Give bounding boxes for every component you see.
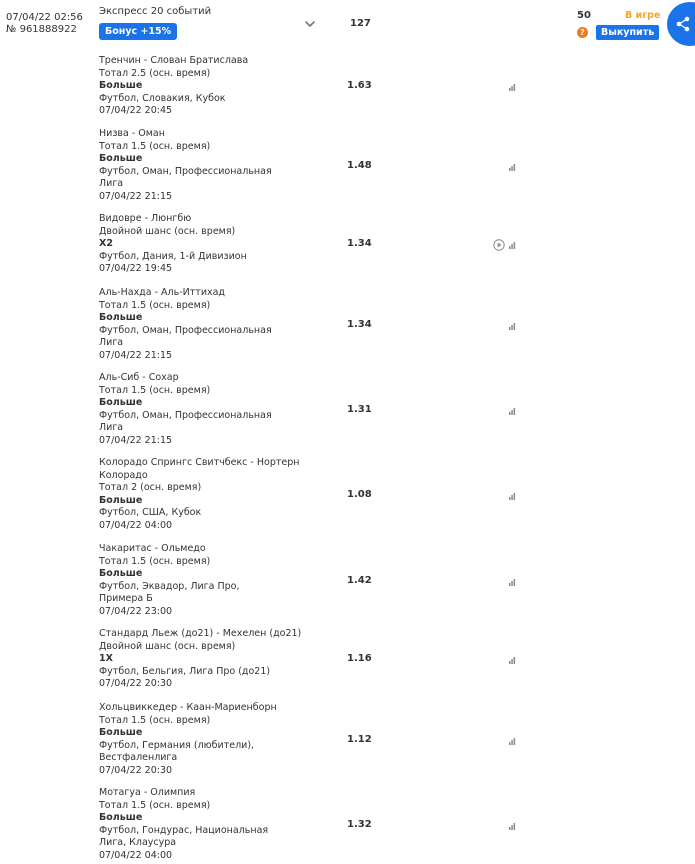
- event-match: Аль-Нахда - Аль-Иттихад: [99, 287, 226, 298]
- event-details: [99, 543, 240, 618]
- bar-chart-icon[interactable]: [509, 492, 517, 500]
- event-league: Лига: [99, 337, 124, 348]
- event-market: Тотал 2 (осн. время): [99, 482, 202, 493]
- event-league: Футбол, Оман, Профессиональная: [99, 165, 272, 177]
- event-match: Видовре - Люнгбю: [99, 213, 192, 224]
- event-league: Футбол, Эквадор, Лига Про,: [99, 580, 240, 592]
- event-league: Вестфаленлига: [99, 752, 178, 763]
- event-datetime: 07/04/22 20:30: [99, 764, 173, 776]
- event-selection: Больше: [99, 812, 143, 823]
- event-league: Футбол, Словакия, Кубок: [99, 92, 226, 104]
- event-market: Двойной шанс (осн. время): [99, 640, 236, 652]
- event-market: Тотал 1.5 (осн. время): [99, 555, 211, 567]
- bar-chart-icon[interactable]: [509, 322, 517, 330]
- event-league: Лига: [99, 422, 124, 433]
- stake-amount: 50: [577, 10, 591, 21]
- event-match: Мотагуа - Олимпия: [99, 787, 196, 798]
- bonus-badge: Бонус +15%: [99, 23, 177, 40]
- cashout-button[interactable]: Выкупить: [596, 25, 659, 40]
- event-details: [99, 55, 248, 118]
- event-market: Тотал 1.5 (осн. время): [99, 714, 211, 726]
- bar-chart-icon[interactable]: [509, 407, 517, 415]
- bar-chart-icon[interactable]: [509, 656, 517, 664]
- event-market: Тотал 1.5 (осн. время): [99, 299, 211, 311]
- event-datetime: 07/04/22 20:45: [99, 105, 173, 116]
- event-odds: 1.31: [347, 403, 372, 415]
- share-button[interactable]: [667, 2, 695, 46]
- event-odds: 1.63: [347, 80, 372, 92]
- bar-chart-icon[interactable]: [509, 163, 517, 171]
- event-details: [99, 628, 301, 691]
- event-market: Двойной шанс (осн. время): [99, 225, 236, 237]
- event-odds: 1.08: [347, 488, 372, 500]
- event-datetime: 07/04/22 04:00: [99, 519, 173, 531]
- event-selection: Больше: [99, 312, 143, 323]
- bar-chart-icon[interactable]: [509, 83, 517, 91]
- event-datetime: 07/04/22 21:15: [99, 434, 173, 446]
- event-match: Колорадо Спрингс Свитчбекс - Нортерн: [99, 457, 300, 468]
- event-details: [99, 128, 272, 203]
- bar-chart-icon[interactable]: [509, 241, 517, 249]
- event-market: Тотал 1.5 (осн. время): [99, 140, 211, 152]
- event-league: Футбол, Оман, Профессиональная: [99, 324, 272, 336]
- event-league: Футбол, Оман, Профессиональная: [99, 409, 272, 421]
- event-odds: 1.12: [347, 733, 372, 745]
- coupon-title: Экспресс 20 событий: [99, 6, 212, 17]
- event-selection: Больше: [99, 727, 143, 738]
- event-details: [99, 702, 277, 777]
- event-league: Футбол, Дания, 1-й Дивизион: [99, 250, 247, 262]
- event-league: Лига, Клаусура: [99, 837, 177, 848]
- event-odds: 1.34: [347, 238, 372, 250]
- event-datetime: 07/04/22 23:00: [99, 605, 173, 617]
- bar-chart-icon[interactable]: [509, 822, 517, 830]
- event-selection: Больше: [99, 568, 143, 579]
- share-icon: [675, 16, 691, 32]
- event-details: [99, 457, 299, 532]
- event-match: Аль-Сиб - Сохар: [99, 372, 179, 383]
- question-icon[interactable]: ?: [577, 27, 588, 38]
- event-odds: 1.16: [347, 653, 372, 665]
- event-match: Стандард Льеж (до21) - Мехелен (до21): [99, 628, 302, 639]
- event-details: [99, 287, 272, 362]
- chevron-down-icon[interactable]: [304, 18, 316, 30]
- event-market: Тотал 2.5 (осн. время): [99, 67, 211, 79]
- event-match: Хольцвиккедер - Каан-Мариенборн: [99, 702, 277, 713]
- status-badge: В игре: [625, 10, 661, 21]
- event-market: Тотал 1.5 (осн. время): [99, 384, 211, 396]
- event-league: Лига: [99, 178, 124, 189]
- event-datetime: 07/04/22 19:45: [99, 263, 173, 274]
- event-selection: X2: [99, 238, 113, 249]
- event-match: Чакаритас - Ольмедо: [99, 543, 206, 554]
- play-icon[interactable]: [493, 239, 505, 251]
- bar-chart-icon[interactable]: [509, 578, 517, 586]
- event-league: Примера Б: [99, 593, 153, 604]
- event-league: Футбол, США, Кубок: [99, 507, 202, 518]
- event-details: [99, 372, 272, 447]
- event-market: Тотал 1.5 (осн. время): [99, 799, 211, 811]
- event-datetime: 07/04/22 21:15: [99, 349, 173, 361]
- event-datetime: 07/04/22 20:30: [99, 678, 173, 689]
- bar-chart-icon[interactable]: [509, 737, 517, 745]
- event-selection: Больше: [99, 153, 143, 164]
- event-selection: Больше: [99, 397, 143, 408]
- coupon-date: 07/04/22 02:56: [6, 12, 83, 23]
- event-odds: 1.42: [347, 574, 372, 586]
- event-selection: Больше: [99, 80, 143, 91]
- event-odds: 1.32: [347, 818, 372, 830]
- event-odds: 1.48: [347, 159, 372, 171]
- event-details: [99, 787, 268, 862]
- event-datetime: 07/04/22 21:15: [99, 190, 173, 202]
- event-selection: 1X: [99, 653, 113, 664]
- event-match: Тренчин - Слован Братислава: [99, 55, 249, 66]
- event-league: Футбол, Бельгия, Лига Про (до21): [99, 665, 271, 677]
- coupon-number: № 961888922: [6, 24, 77, 35]
- event-league: Футбол, Гондурас, Национальная: [99, 824, 269, 836]
- event-selection: Больше: [99, 494, 143, 506]
- event-league: Футбол, Германия (любители),: [99, 739, 255, 751]
- event-match: Низва - Оман: [99, 128, 165, 139]
- event-details: [99, 213, 247, 276]
- event-odds: 1.34: [347, 318, 372, 330]
- event-match: Колорадо: [99, 469, 148, 481]
- total-odds: 127: [350, 18, 371, 29]
- event-datetime: 07/04/22 04:00: [99, 849, 173, 861]
